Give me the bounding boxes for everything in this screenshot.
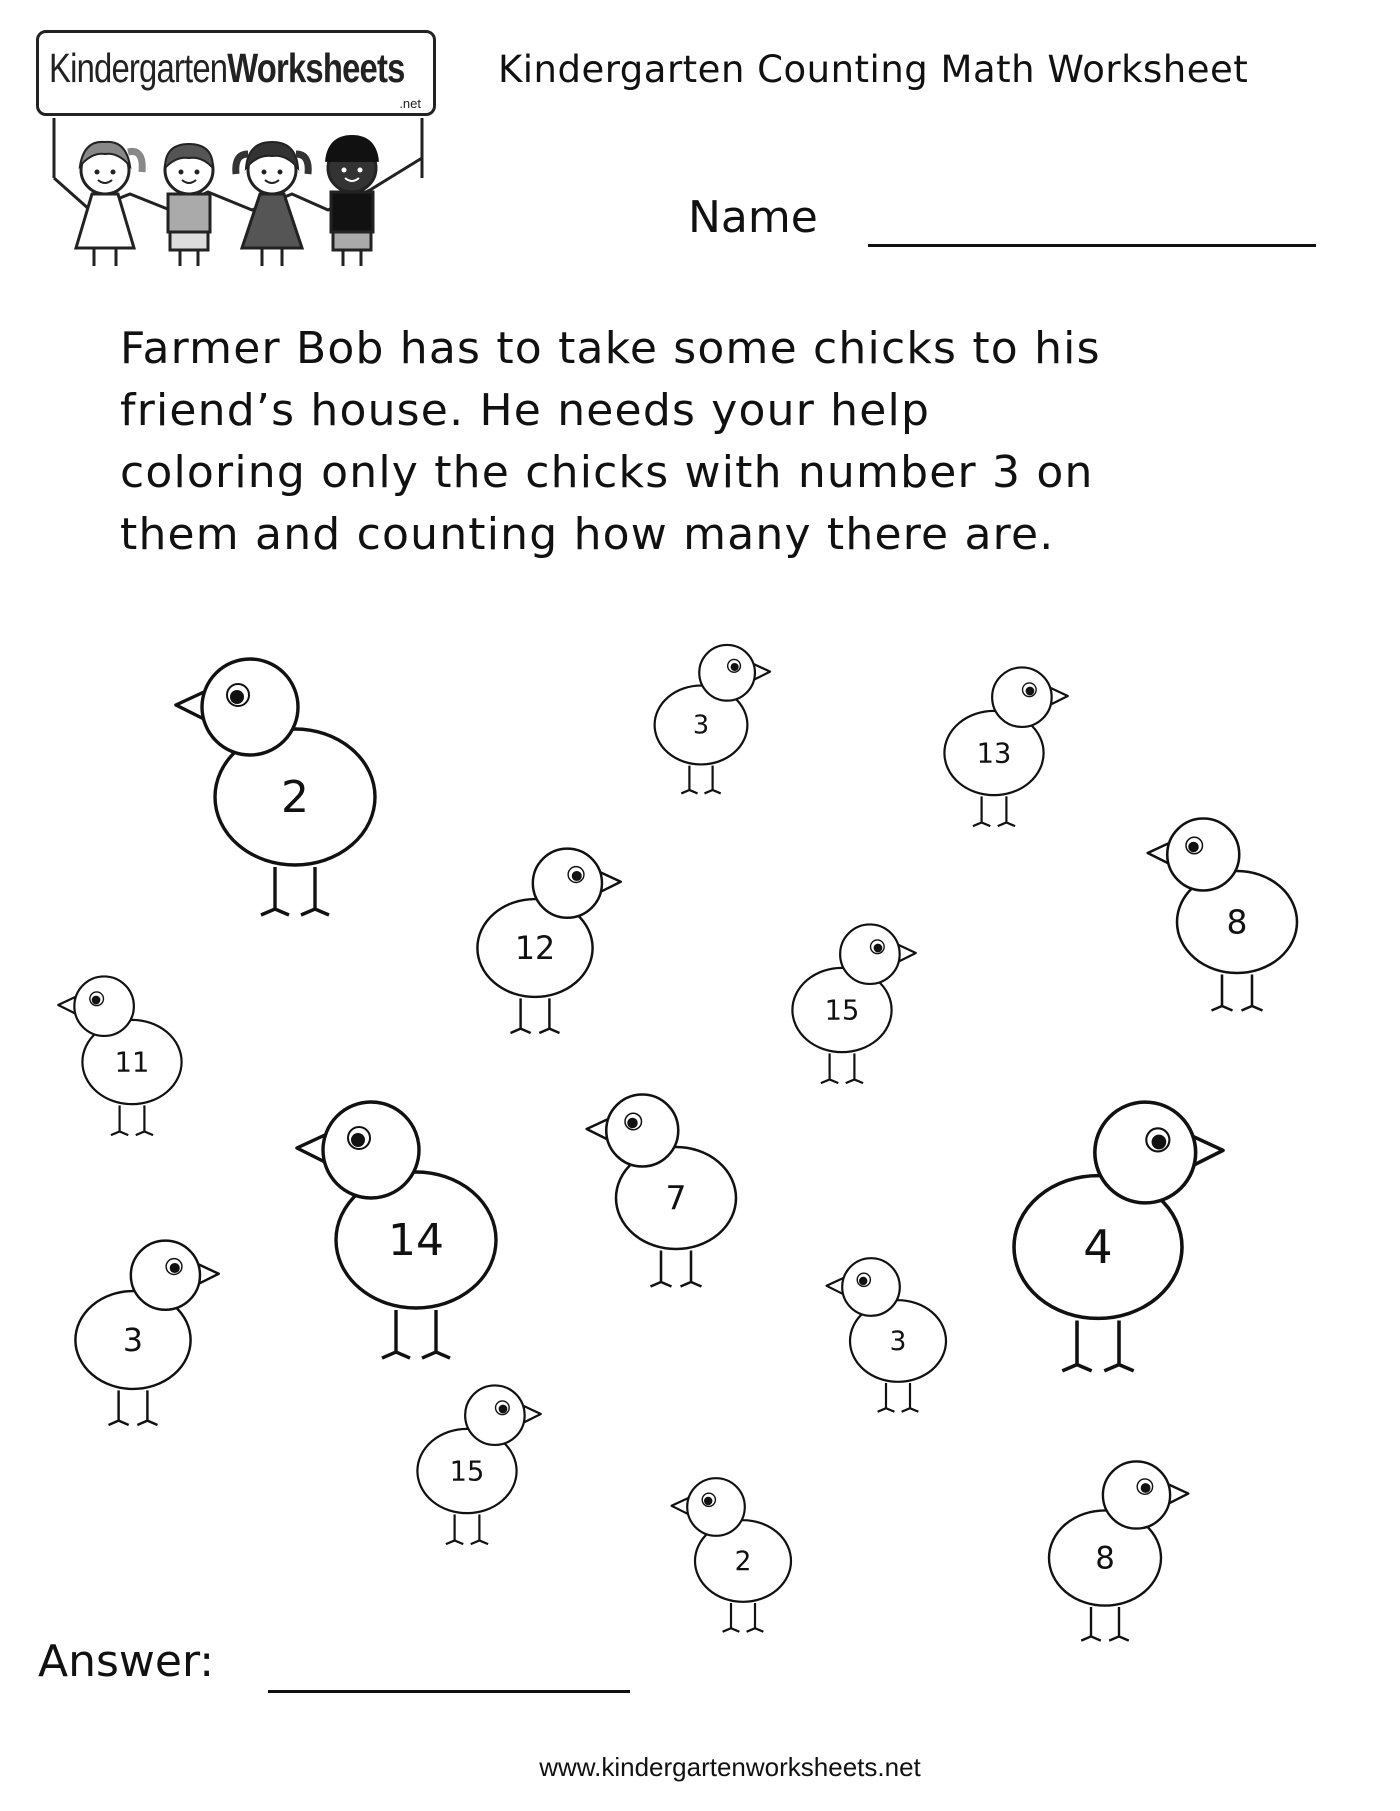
chick-foot [136,1131,153,1135]
chick-foot [137,1421,157,1425]
instructions-line-3: coloring only the chicks with number 3 on [120,447,1094,498]
chick-number: 11 [114,1047,150,1079]
chick-foot [998,822,1015,826]
chick-foot [704,790,720,793]
chick-beak [199,1264,219,1283]
chick-8[interactable] [297,1102,496,1358]
chick-number: 3 [692,710,710,741]
chick-foot [471,1540,488,1544]
chick-foot [1062,1365,1091,1371]
chick-5[interactable] [477,849,620,1033]
chick-head [323,1102,419,1198]
chick-number: 8 [1226,902,1248,942]
chick-head [533,849,602,918]
chick-head [1103,1461,1170,1528]
chick-beak [827,1278,844,1294]
chick-14[interactable] [672,1478,791,1632]
chick-head [992,667,1052,727]
chick-foot [111,1131,128,1135]
chick-foot [511,1029,531,1033]
chick-foot [261,909,289,915]
chick-foot [1242,1006,1263,1011]
chick-pupil [499,1405,508,1414]
chick-beak [1148,843,1169,863]
chick-15[interactable] [1049,1461,1188,1640]
chick-number: 7 [665,1178,687,1218]
chick-number: 2 [281,772,309,823]
chick-foot [651,1282,672,1287]
chick-head [842,1258,900,1316]
chick-13[interactable] [417,1385,540,1544]
logo-suffix: .net [399,96,421,111]
chick-pupil [92,996,101,1005]
chick-foot [846,1079,863,1083]
footer-url: www.kindergartenworksheets.net [539,1752,921,1782]
chick-head [131,1241,200,1310]
chick-3[interactable] [944,667,1067,826]
chick-head [202,659,298,755]
chick-pupil [1152,1135,1167,1150]
logo-text-bold: Worksheets [227,45,405,91]
answer-label: Answer: [38,1636,215,1687]
chick-pupil [572,871,582,881]
chick-pupil [1026,687,1035,696]
chick-beak [601,872,621,891]
chick-pupil [627,1118,638,1129]
chick-beak [58,997,75,1014]
chick-beak [176,692,204,719]
chick-foot [902,1408,919,1412]
chick-head [687,1478,745,1536]
chick-foot [878,1408,895,1412]
instructions-line-1: Farmer Bob has to take some chicks to his [120,323,1101,374]
chick-head [74,976,134,1036]
chick-foot [681,790,697,793]
chick-number: 12 [514,930,556,967]
chick-pupil [170,1263,180,1273]
chick-foot [1212,1006,1233,1011]
chick-beak [1194,1137,1223,1165]
chick-foot [681,1282,702,1287]
chick-foot [382,1352,410,1358]
answer-write-line[interactable] [268,1690,630,1693]
chick-foot [422,1352,450,1358]
chick-head [465,1385,525,1445]
chick-pupil [731,663,739,671]
chick-foot [301,909,329,915]
chick-foot [747,1628,764,1632]
chick-beak [523,1406,540,1423]
logo-text-regular: Kindergarten [49,45,228,91]
chick-beak [1169,1485,1189,1504]
chick-11[interactable] [75,1241,218,1425]
chick-pupil [351,1133,365,1147]
chick-6[interactable] [792,924,915,1083]
chick-12[interactable] [827,1258,946,1412]
chick-head [840,924,900,984]
chick-beak [898,945,915,962]
chick-beak [587,1119,608,1139]
instructions-line-2: friend’s house. He needs your help [120,385,931,436]
chick-foot [1081,1636,1101,1640]
chick-beak [297,1135,325,1162]
chick-number: 13 [976,738,1012,770]
chick-beak [672,1498,689,1514]
chick-head [606,1095,678,1167]
instructions-line-4: them and counting how many there are. [120,509,1055,560]
chick-4[interactable] [1148,819,1297,1011]
chick-pupil [230,690,244,704]
chick-pupil [704,1497,712,1505]
chick-number: 3 [889,1326,907,1357]
chick-foot [109,1421,129,1425]
chick-9[interactable] [587,1095,736,1287]
chick-head [1095,1102,1196,1203]
chick-foot [973,822,990,826]
chick-2[interactable] [655,645,770,793]
chick-pupil [1141,1483,1151,1493]
chick-7[interactable] [58,976,181,1135]
chick-head [699,645,755,701]
chick-foot [821,1079,838,1083]
chick-head [1167,819,1239,891]
chick-number: 15 [824,995,860,1027]
chick-number: 4 [1083,1219,1113,1274]
chick-foot [539,1029,559,1033]
chick-foot [446,1540,463,1544]
chick-number: 14 [388,1215,444,1266]
chick-number: 3 [122,1322,144,1359]
chick-10[interactable] [1014,1102,1223,1371]
chick-number: 8 [1095,1540,1115,1577]
chick-1[interactable] [176,659,375,915]
chick-pupil [1188,842,1199,853]
chick-pupil [859,1277,867,1285]
chick-beak [754,664,770,680]
chick-number: 15 [449,1456,485,1488]
name-label: Name [688,192,818,243]
chick-foot [1104,1365,1133,1371]
chick-number: 2 [734,1546,752,1577]
chick-foot [1109,1636,1129,1640]
chick-foot [723,1628,740,1632]
chick-beak [1050,688,1067,705]
worksheet-title: Kindergarten Counting Math Worksheet [498,48,1249,91]
chick-pupil [874,944,883,953]
